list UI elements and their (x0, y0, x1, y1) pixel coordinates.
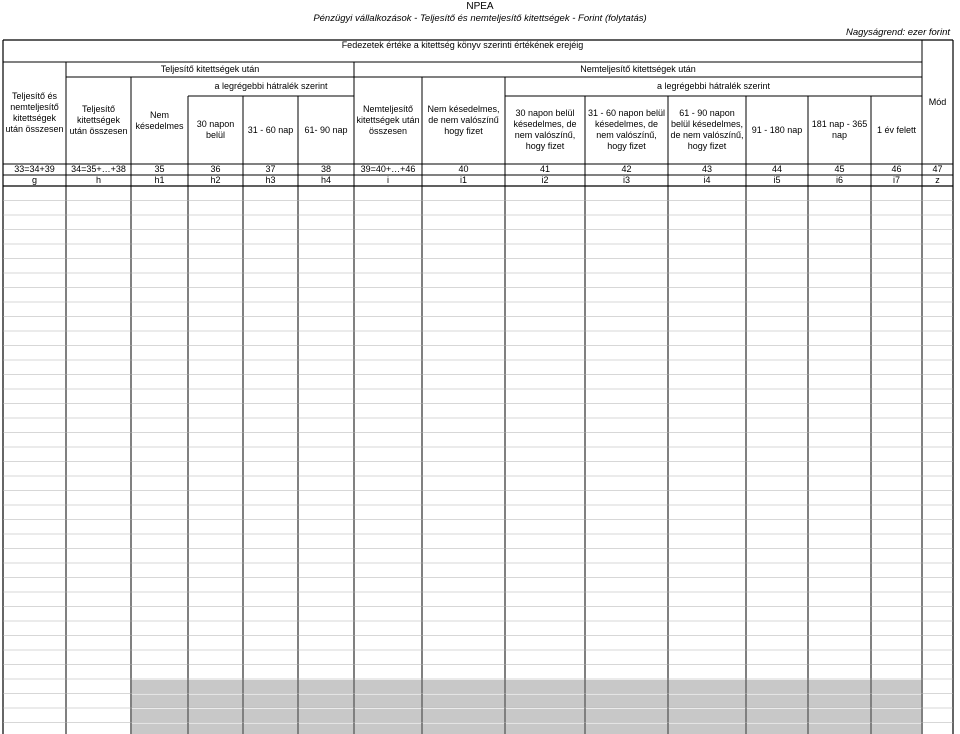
shaded-cell (423, 724, 504, 734)
shaded-cell (189, 709, 242, 723)
column-code-h1: h1 (154, 175, 165, 185)
column-code-i4: i4 (703, 175, 711, 185)
column-number-h2: 36 (210, 164, 221, 174)
performing-group-header: Teljesítő kitettségek után (160, 63, 260, 74)
column-number-h: 34=35+…+38 (71, 164, 126, 174)
shaded-cell (299, 709, 353, 723)
collateral-header: Fedezetek értéke a kitettség könyv szerinti értékének erejéig (341, 39, 584, 50)
shaded-cell (809, 709, 870, 723)
column-header-h3: 31 - 60 nap (247, 124, 294, 135)
column-number-h4: 38 (320, 164, 331, 174)
column-code-g: g (31, 175, 37, 185)
form-code: NPEA (466, 1, 494, 12)
nonperf-overdue-subheader: a legrégebbi hátralék szerint (656, 81, 771, 91)
column-number-h3: 37 (265, 164, 276, 174)
column-number-i2: 41 (539, 164, 550, 174)
shaded-cell (809, 695, 870, 709)
shaded-cell (299, 724, 353, 734)
shaded-cell (189, 695, 242, 709)
shaded-cell (872, 724, 921, 734)
shaded-cell (669, 709, 745, 723)
shaded-cell (669, 680, 745, 694)
column-number-i5: 44 (771, 164, 782, 174)
shaded-cell (506, 680, 584, 694)
column-header-i3: 31 - 60 napon belül késedelmes, de nem valószínű, hogy fizet (587, 108, 666, 151)
shaded-cell (747, 680, 807, 694)
column-number-h1: 35 (154, 164, 165, 174)
column-code-i2: i2 (541, 175, 549, 185)
shaded-cell (132, 709, 187, 723)
column-number-z: 47 (932, 164, 943, 174)
shaded-cell (423, 709, 504, 723)
shaded-cell (809, 724, 870, 734)
shaded-cell (586, 709, 667, 723)
column-header-h4: 61- 90 nap (304, 124, 348, 135)
shaded-cell (355, 709, 421, 723)
shaded-cell (586, 680, 667, 694)
column-code-i7: i7 (892, 175, 900, 185)
shaded-cell (189, 724, 242, 734)
column-number-g: 33=34+39 (14, 164, 55, 174)
column-number-i1: 40 (458, 164, 469, 174)
column-code-i5: i5 (773, 175, 781, 185)
column-code-i: i (387, 175, 389, 185)
column-code-i6: i6 (835, 175, 843, 185)
column-number-i4: 43 (701, 164, 712, 174)
unit-note: Nagyságrend: ezer forint (845, 27, 950, 38)
shaded-cell (747, 709, 807, 723)
shaded-cell (355, 695, 421, 709)
nonperforming-group-header: Nemteljesítő kitettségek után (580, 63, 696, 74)
column-header-i1: Nem késedelmes, de nem valószínű hogy fizet (427, 104, 500, 136)
shaded-cell (132, 680, 187, 694)
shaded-cell (355, 680, 421, 694)
shaded-cell (669, 724, 745, 734)
column-code-z: z (935, 175, 940, 185)
shaded-cell (244, 724, 297, 734)
shaded-cell (669, 695, 745, 709)
column-number-i6: 45 (834, 164, 845, 174)
shaded-cell (872, 680, 921, 694)
column-number-i3: 42 (621, 164, 632, 174)
column-number-i7: 46 (891, 164, 902, 174)
column-header-h: Teljesítő kitettségek után összesen (69, 104, 128, 136)
column-header-i7: 1 év felett (876, 124, 917, 135)
column-header-i6: 181 nap - 365 nap (811, 119, 868, 140)
perf-overdue-subheader: a legrégebbi hátralék szerint (214, 81, 328, 91)
column-header-i5: 91 - 180 nap (751, 124, 803, 135)
shaded-cell (132, 724, 187, 734)
shaded-cell (299, 695, 353, 709)
shaded-cell (586, 695, 667, 709)
column-code-i3: i3 (622, 175, 630, 185)
column-header-h1: Nem késedelmes (135, 109, 184, 131)
shaded-cell (244, 695, 297, 709)
shaded-cell (132, 695, 187, 709)
shaded-cell (586, 724, 667, 734)
column-header-i2: 30 napon belül késedelmes, de nem valószínű, hogy fizet (513, 108, 577, 151)
column-header-h2: 30 napon belül (196, 119, 235, 140)
column-code-h4: h4 (320, 175, 331, 185)
column-header-g: Teljesítő és nemteljesítő kitettségek után összesen (5, 91, 64, 134)
shaded-cell (747, 695, 807, 709)
shaded-cell (872, 709, 921, 723)
column-code-i1: i1 (459, 175, 467, 185)
shaded-cell (355, 724, 421, 734)
shaded-cell (506, 695, 584, 709)
shaded-cell (423, 680, 504, 694)
form-subtitle: Pénzügyi vállalkozások - Teljesítő és nemteljesítő kitettségek - Forint (folytatás) (313, 13, 647, 24)
column-header-z: Mód (928, 96, 947, 107)
column-number-i: 39=40+…+46 (360, 164, 416, 174)
shaded-cell (244, 709, 297, 723)
shaded-cell (747, 724, 807, 734)
column-code-h2: h2 (210, 175, 221, 185)
shaded-cell (506, 709, 584, 723)
column-header-i: Nemteljesítő kitettségek után összesen (356, 104, 420, 136)
column-code-h: h (95, 175, 101, 185)
shaded-cell (809, 680, 870, 694)
shaded-cell (244, 680, 297, 694)
shaded-cell (299, 680, 353, 694)
shaded-cell (189, 680, 242, 694)
shaded-cell (872, 695, 921, 709)
shaded-cell (423, 695, 504, 709)
shaded-cell (506, 724, 584, 734)
column-code-h3: h3 (265, 175, 276, 185)
column-header-i4: 61 - 90 napon belül késedelmes, de nem valószínű, hogy fizet (670, 108, 744, 151)
